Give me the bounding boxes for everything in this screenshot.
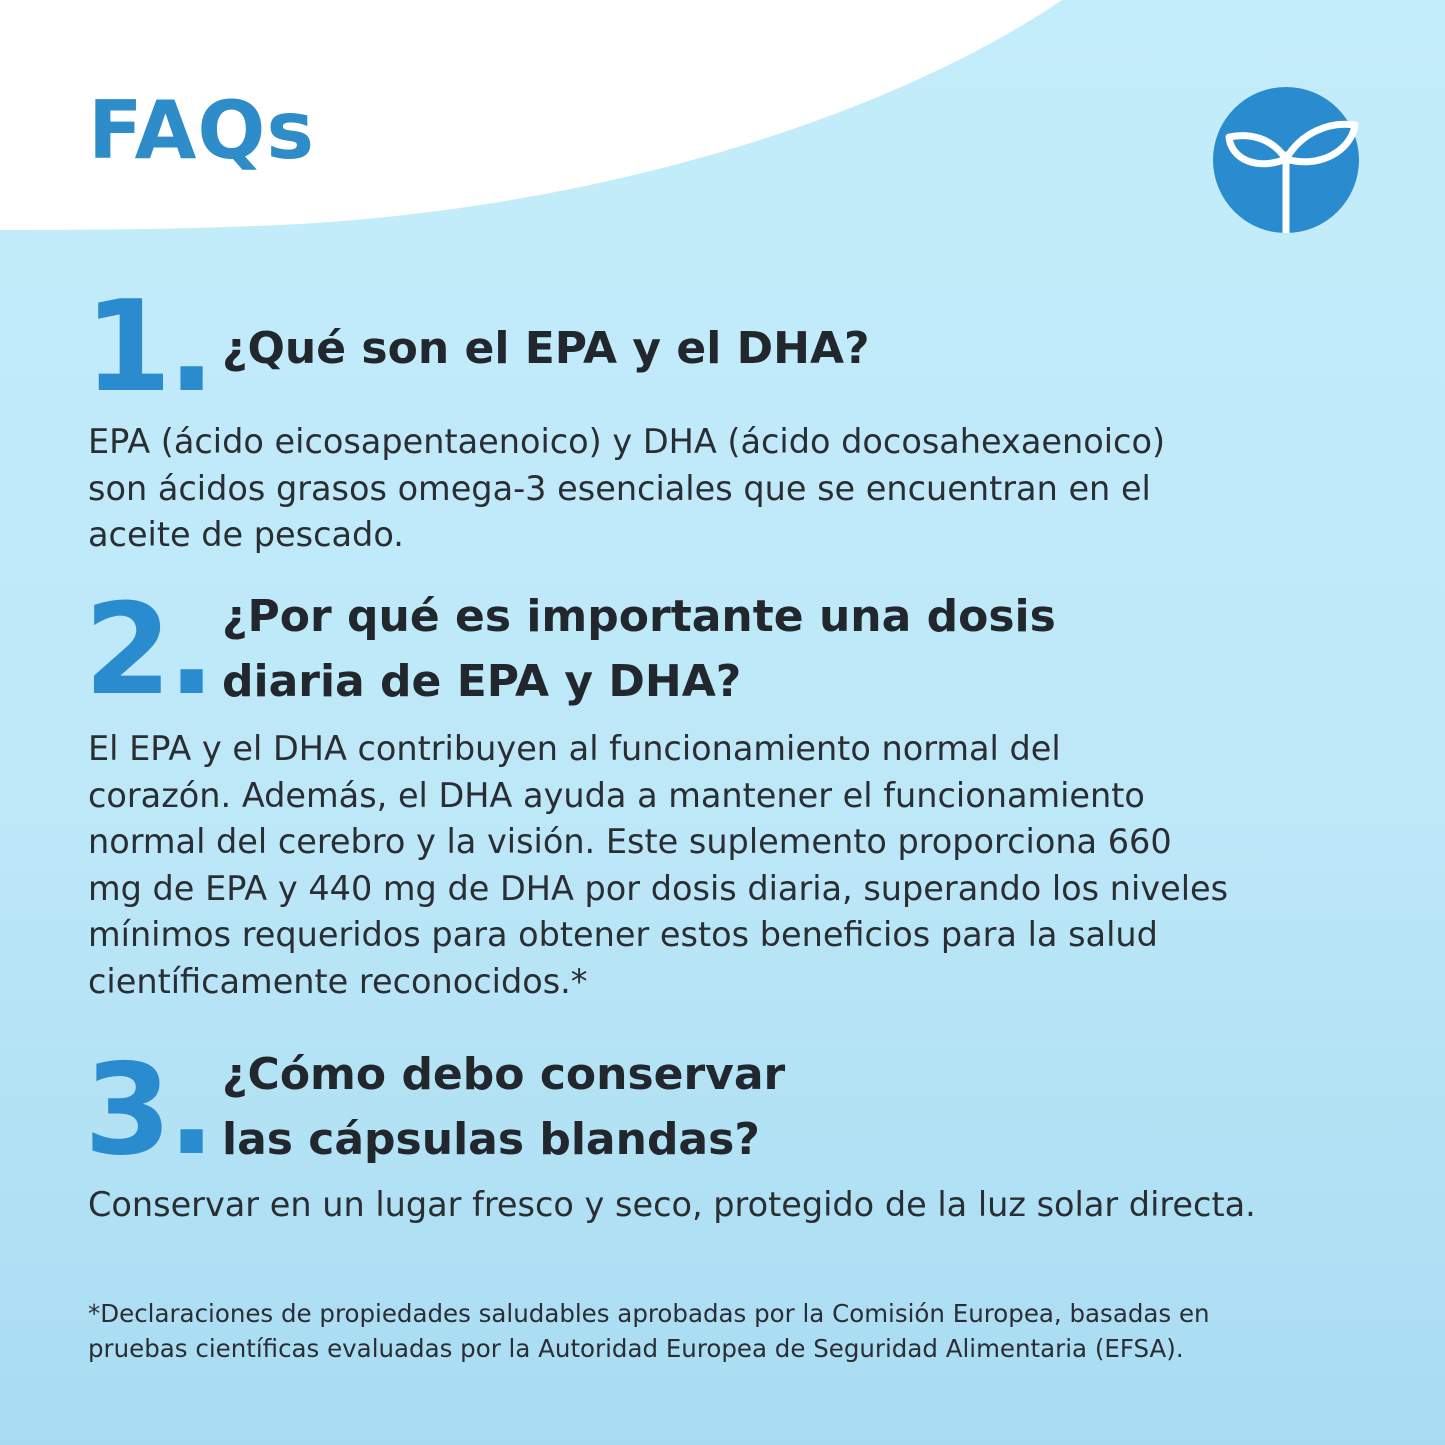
sprout-leaf-icon	[1213, 87, 1359, 233]
faq-answer: Conservar en un lugar fresco y seco, protegido de la luz solar directa.	[88, 1185, 1256, 1224]
page-title: FAQs	[88, 84, 316, 177]
faq-answer: EPA (ácido eicosapentaenoico) y DHA (ácido docosahexaenoico) son ácidos grasos omega-3 esenciales que se encuentran en el aceite de pescado.	[88, 422, 1166, 554]
faq-number: 1.	[84, 273, 212, 420]
faq-question: ¿Qué son el EPA y el DHA?	[222, 323, 870, 374]
faq-answer: El EPA y el DHA contribuyen al funcionamiento normal del corazón. Además, el DHA ayuda a mantener el funcionamiento normal del cerebro y la visión. Este suplemento proporciona 660 mg de EPA y 440 mg de DHA por dosis diaria, superando los niveles mínimos requeridos para obtener estos beneficios para la salud científicamente reconocidos.*	[88, 729, 1229, 1001]
faq-number: 2.	[84, 576, 212, 723]
faq-number: 3.	[84, 1036, 212, 1183]
faq-question: ¿Cómo debo conservar las cápsulas blandas?	[222, 1049, 786, 1165]
faq-question: ¿Por qué es importante una dosis diaria de EPA y DHA?	[222, 591, 1056, 707]
footnote: *Declaraciones de propiedades saludables aprobadas por la Comisión Europea, basadas en pruebas científicas evaluadas por la Autoridad Europea de Seguridad Alimentaria (EFSA).	[88, 1299, 1210, 1363]
